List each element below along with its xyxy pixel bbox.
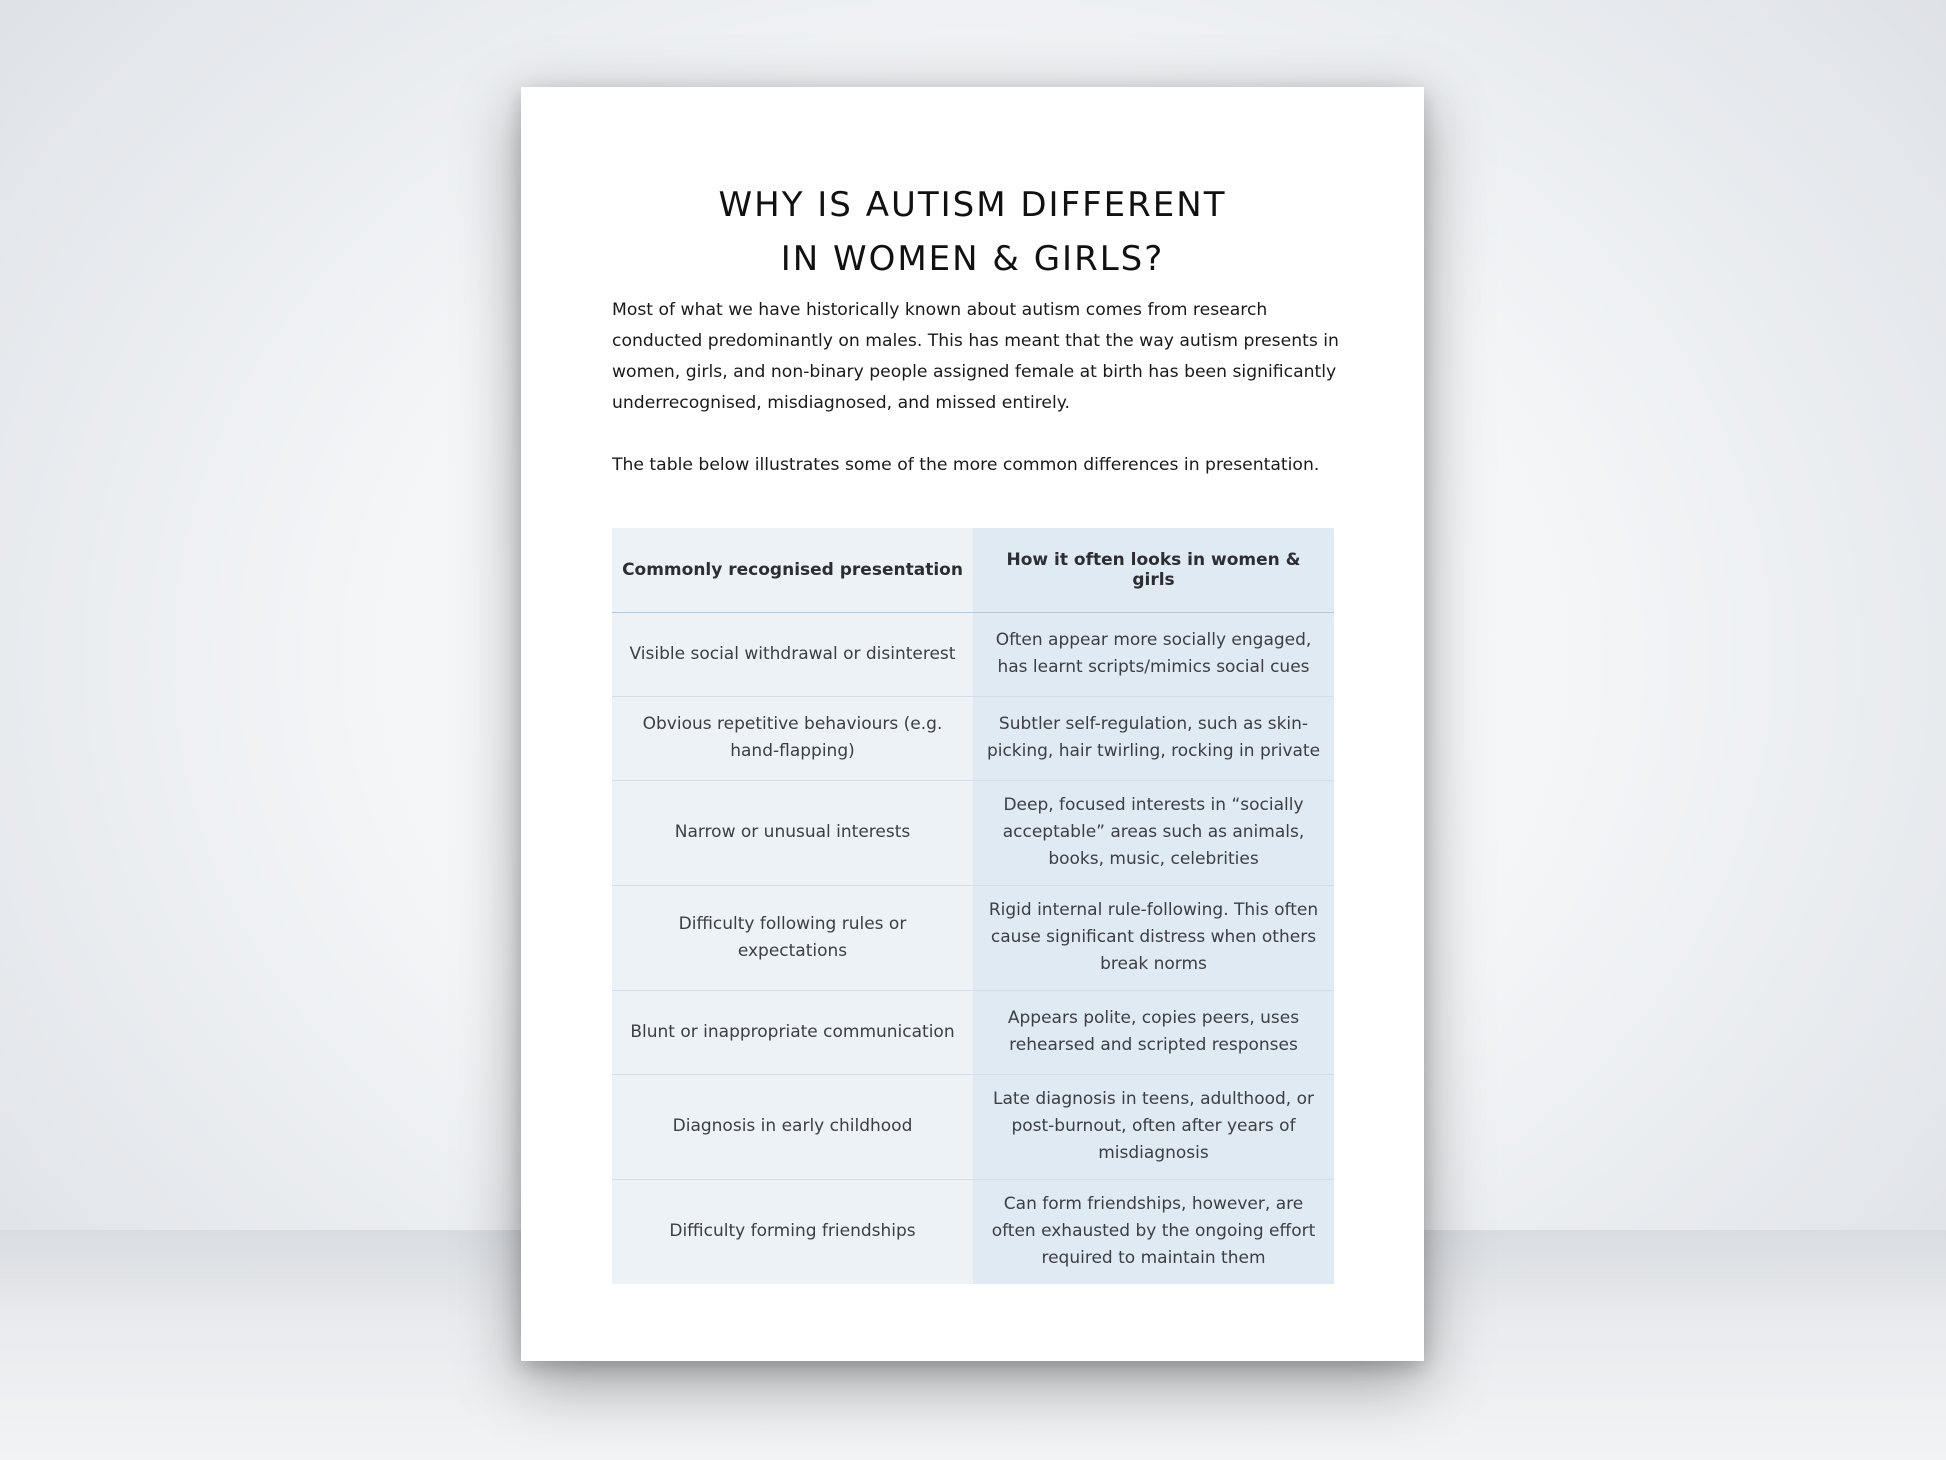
table-cell-recognised: Blunt or inappropriate communication [612,990,973,1074]
table-row [612,696,1334,780]
table-cell-women-girls: Rigid internal rule-following. This often cause significant distress when others break norms [973,885,1334,990]
table-header-right: How it often looks in women & girls [973,528,1334,612]
table-cell-recognised: Difficulty forming friendships [612,1179,973,1284]
intro-paragraph-1: Most of what we have historically known about autism comes from research conducted predominantly on males. This has meant that the way autism presents in women, girls, and non-binary people assigned female at birth has been significantly underrecognised, misdiagnosed, and missed entirely. [612,300,1339,413]
table-cell-women-girls: Can form friendships, however, are often exhausted by the ongoing effort required to maintain them [973,1179,1334,1284]
table-row [612,1179,1334,1284]
intro-paragraph-2: The table below illustrates some of the more common differences in presentation. [612,455,1320,475]
table-row [612,612,1334,696]
page-title-line-1: WHY IS AUTISM DIFFERENT [718,184,1227,225]
table-row [612,780,1334,885]
comparison-table [612,528,1334,1284]
intro-text [612,295,1347,481]
table-cell-recognised: Visible social withdrawal or disinterest [612,612,973,696]
table-cell-women-girls: Late diagnosis in teens, adulthood, or post-burnout, often after years of misdiagnosis [973,1074,1334,1179]
table-header-left: Commonly recognised presentation [612,528,973,612]
document-page [521,87,1424,1361]
table-cell-recognised: Obvious repetitive behaviours (e.g. hand-flapping) [612,696,973,780]
page-title [521,178,1424,286]
table-cell-recognised: Narrow or unusual interests [612,780,973,885]
table-row [612,990,1334,1074]
table-cell-women-girls: Deep, focused interests in “socially acceptable” areas such as animals, books, music, celebrities [973,780,1334,885]
table-cell-women-girls: Often appear more socially engaged, has learnt scripts/mimics social cues [973,612,1334,696]
table-cell-recognised: Difficulty following rules or expectations [612,885,973,990]
table-cell-women-girls: Subtler self-regulation, such as skin-picking, hair twirling, rocking in private [973,696,1334,780]
table-cell-recognised: Diagnosis in early childhood [612,1074,973,1179]
table-row [612,1074,1334,1179]
table-cell-women-girls: Appears polite, copies peers, uses rehearsed and scripted responses [973,990,1334,1074]
table-header-row [612,528,1334,612]
table-row [612,885,1334,990]
page-title-line-2: IN WOMEN & GIRLS? [780,238,1165,279]
